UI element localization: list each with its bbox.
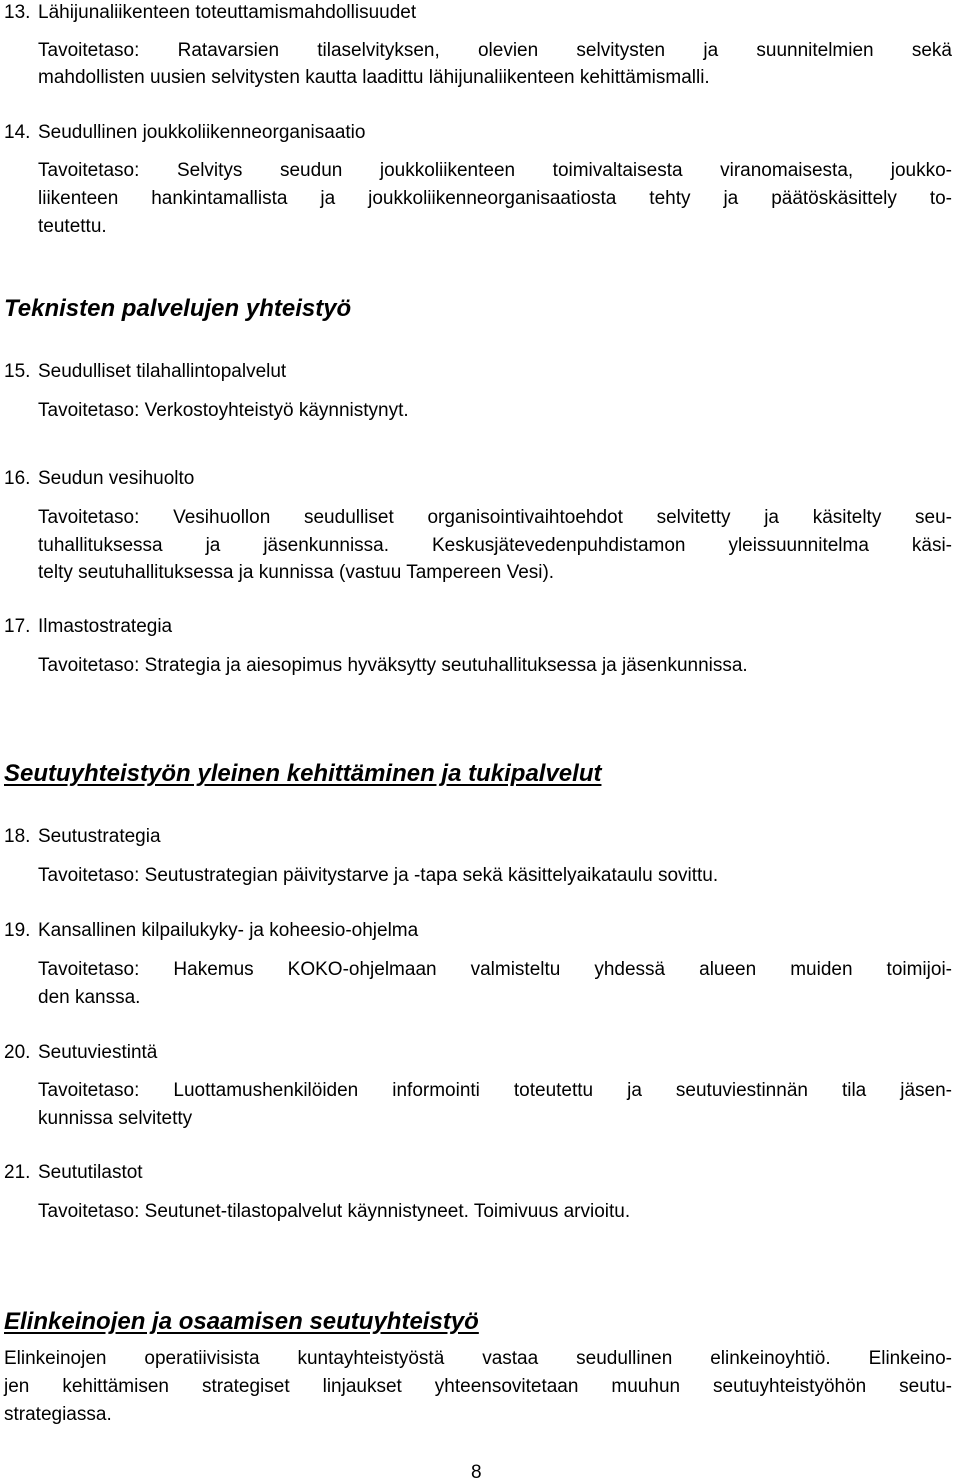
section-heading: Seutuyhteistyön yleinen kehittäminen ja tukipalvelut	[4, 760, 602, 787]
item-number: 19.	[4, 920, 31, 941]
item-goal-line: mahdollisten uusien selvitysten kautta laadittu lähijunaliikenteen kehittämismalli.	[38, 67, 710, 88]
item-number: 21.	[4, 1162, 31, 1183]
item-goal-line: Tavoitetaso: Selvitys seudun joukkoliikenteen toimivaltaisesta viranomaisesta, joukko-	[38, 160, 952, 181]
item-goal-line: Tavoitetaso: Verkostoyhteistyö käynnistynyt.	[38, 400, 409, 421]
item-title: Ilmastostrategia	[38, 616, 173, 637]
item-title: Seutuviestintä	[38, 1042, 158, 1063]
item-goal-line: tuhallituksessa ja jäsenkunnissa. Keskusjätevedenpuhdistamon yleissuunnitelma käsi-	[38, 535, 952, 556]
item-goal-line: Tavoitetaso: Seutustrategian päivitystarve ja -tapa sekä käsittelyaikataulu sovittu.	[38, 865, 719, 886]
item-goal-line: Tavoitetaso: Ratavarsien tilaselvityksen, olevien selvitysten ja suunnitelmien sekä	[38, 40, 952, 61]
item-goal-line: kunnissa selvitetty	[38, 1108, 193, 1129]
item-number: 17.	[4, 616, 31, 637]
section-heading: Elinkeinojen ja osaamisen seutuyhteistyö	[4, 1308, 479, 1335]
item-goal-line: teutettu.	[38, 216, 107, 237]
item-goal-line: den kanssa.	[38, 987, 141, 1008]
page-number: 8	[471, 1462, 482, 1483]
item-title: Lähijunaliikenteen toteuttamismahdollisuudet	[38, 2, 417, 23]
item-goal-line: Tavoitetaso: Seutunet-tilastopalvelut käynnistyneet. Toimivuus arvioitu.	[38, 1201, 631, 1222]
item-number: 15.	[4, 361, 31, 382]
item-goal-line: Tavoitetaso: Strategia ja aiesopimus hyväksytty seutuhallituksessa ja jäsenkunnissa.	[38, 655, 748, 676]
item-goal-line: Tavoitetaso: Vesihuollon seudulliset organisointivaihtoehdot selvitetty ja käsitelty seu-	[38, 507, 952, 528]
item-title: Seudulliset tilahallintopalvelut	[38, 361, 287, 382]
item-goal-line: Tavoitetaso: Hakemus KOKO-ohjelmaan valmisteltu yhdessä alueen muiden toimijoi-	[38, 959, 952, 980]
item-title: Seudun vesihuolto	[38, 468, 195, 489]
item-number: 13.	[4, 2, 31, 23]
item-title: Seututilastot	[38, 1162, 143, 1183]
section-heading: Teknisten palvelujen yhteistyö	[4, 295, 352, 322]
item-goal-line: liikenteen hankintamallista ja joukkoliikenneorganisaatiosta tehty ja päätöskäsittely to-	[38, 188, 952, 209]
item-title: Seutustrategia	[38, 826, 161, 847]
section-paragraph-line: strategiassa.	[4, 1404, 112, 1425]
item-title: Kansallinen kilpailukyky- ja koheesio-ohjelma	[38, 920, 419, 941]
item-number: 16.	[4, 468, 31, 489]
section-paragraph-line: jen kehittämisen strategiset linjaukset yhteensovitetaan muuhun seutuyhteistyöhön seutu-	[4, 1376, 952, 1397]
item-number: 14.	[4, 122, 31, 143]
item-number: 18.	[4, 826, 31, 847]
item-goal-line: telty seutuhallituksessa ja kunnissa (vastuu Tampereen Vesi).	[38, 562, 555, 583]
section-paragraph-line: Elinkeinojen operatiivisista kuntayhteistyöstä vastaa seudullinen elinkeinoyhtiö. Elinkeino-	[4, 1348, 952, 1369]
item-goal-line: Tavoitetaso: Luottamushenkilöiden informointi toteutettu ja seutuviestinnän tila jäsen-	[38, 1080, 952, 1101]
item-number: 20.	[4, 1042, 31, 1063]
item-title: Seudullinen joukkoliikenneorganisaatio	[38, 122, 366, 143]
